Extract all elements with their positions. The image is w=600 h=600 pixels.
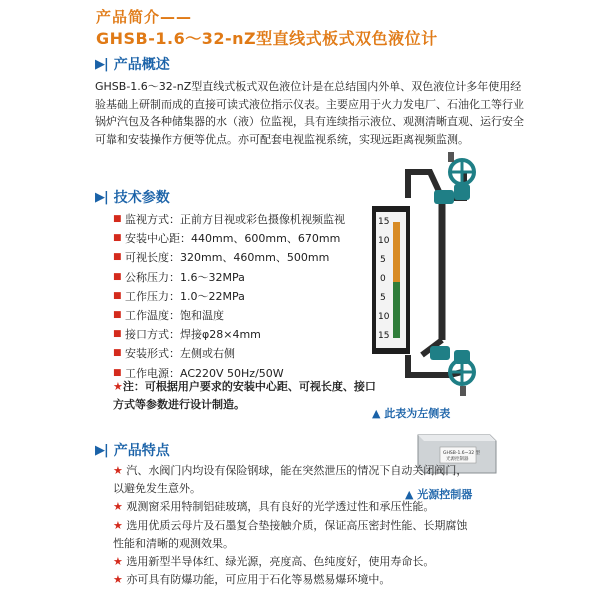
- square-bullet-icon: ■: [113, 252, 122, 263]
- specs-list: [113, 210, 345, 383]
- square-bullet-icon: ■: [113, 310, 122, 321]
- overview-text: GHSB-1.6～32-nZ型直线式板式双色液位计是在总结国内外单、双色液位计多年使用经验基础上研制而成的直接可读式液位指示仪表。主要应用于火力发电厂、石油化工等行业锅炉汽包及各种储集器的水（液）位监视，具有连续指示液位、观测清晰直观、运行安全可靠和安装操作方便等优点。亦可配套电视监视系统，实现远距离视频监测。: [95, 80, 524, 146]
- star-bullet-icon: ★: [113, 573, 127, 587]
- feature-text: 汽、水阀门内均设有保险钢球，能在突然泄压的情况下自动关闭阀门，以避免发生意外。: [113, 464, 468, 496]
- level-gauge-drawing: [360, 150, 490, 400]
- spec-key: 工作电源：: [125, 366, 180, 380]
- star-bullet-icon: ★: [113, 380, 123, 393]
- features-title: 产品特点: [113, 443, 170, 459]
- gauge-green-zone: [393, 282, 400, 338]
- square-bullet-icon: ■: [113, 233, 122, 244]
- spec-value: AC220V 50Hz/50W: [180, 366, 284, 380]
- specs-heading: [95, 187, 170, 207]
- spec-key: 安装中心距：: [125, 232, 191, 246]
- feature-item: [113, 462, 473, 498]
- square-bullet-icon: ■: [113, 367, 122, 378]
- spec-key: 工作温度：: [125, 309, 180, 323]
- feature-item: [113, 517, 473, 553]
- specs-title: 技术参数: [113, 190, 170, 206]
- scale-label: 15: [378, 217, 390, 227]
- square-bullet-icon: ■: [113, 214, 122, 224]
- spec-key: 安装形式：: [125, 347, 180, 361]
- feature-text: 选用新型半导体红、绿光源，亮度高、色纯度好，使用寿命长。: [126, 555, 435, 569]
- square-bullet-icon: ■: [113, 329, 122, 340]
- spec-value: 焊接φ28×4mm: [180, 328, 261, 342]
- overview-heading: [95, 54, 170, 74]
- specs-note: [113, 378, 383, 414]
- spec-row: [113, 248, 345, 267]
- star-bullet-icon: ★: [113, 500, 127, 514]
- specs-note-text: 注：可根据用户要求的安装中心距、可视长度、接口方式等参数进行设计制造。: [113, 380, 376, 411]
- star-bullet-icon: ★: [113, 518, 127, 532]
- spec-value: 440mm、600mm、670mm: [191, 232, 341, 246]
- spec-key: 工作压力：: [125, 289, 180, 303]
- spec-key: 公称压力：: [125, 270, 180, 284]
- star-bullet-icon: ★: [113, 555, 127, 569]
- spec-row: [113, 344, 345, 363]
- feature-text: 亦可具有防爆功能，可应用于石化等易燃易爆环境中。: [126, 573, 391, 587]
- spec-key: 接口方式：: [125, 328, 180, 342]
- square-bullet-icon: ■: [113, 348, 122, 359]
- spec-row: [113, 268, 345, 287]
- spec-value: 饱和温度: [180, 309, 224, 323]
- star-bullet-icon: ★: [113, 464, 127, 477]
- controller-label-line1: GHSB-1.6~32 型: [443, 451, 481, 456]
- spec-row: [113, 229, 345, 248]
- product-title: GHSB-1.6～32-nZ型直线式板式双色液位计: [96, 29, 438, 48]
- feature-text: 选用优质云母片及石墨复合垫接触介质，保证高压密封性能、长期腐蚀性能和清晰的观测效果。: [113, 518, 468, 550]
- spec-key: 可视长度：: [125, 251, 180, 265]
- features-list: [113, 462, 473, 589]
- overview-title: 产品概述: [113, 57, 170, 73]
- scale-label: 10: [378, 312, 390, 322]
- feature-item: [113, 498, 473, 516]
- features-heading: [95, 440, 170, 460]
- bottom-valve-icon: [430, 346, 474, 396]
- section-marker-icon: ▶|: [95, 189, 108, 205]
- top-valve-icon: [434, 152, 474, 204]
- feature-item: [113, 571, 473, 589]
- gauge-caption: ▲ 此表为左侧表: [372, 407, 451, 420]
- spec-row: [113, 210, 345, 229]
- controller-caption: ▲ 光源控制器: [405, 488, 473, 501]
- spec-value: 1.6～32MPa: [180, 270, 245, 284]
- spec-value: 1.0～22MPa: [180, 289, 245, 303]
- intro-title: 产品简介——: [96, 8, 193, 26]
- section-marker-icon: ▶|: [95, 56, 108, 72]
- feature-item: [113, 553, 473, 571]
- level-gauge-illustration: [360, 150, 490, 400]
- section-marker-icon: ▶|: [95, 442, 108, 458]
- scale-label: 5: [380, 293, 386, 303]
- spec-value: 左侧或右侧: [180, 347, 235, 361]
- controller-label-line2: 光源控制器: [446, 457, 469, 462]
- square-bullet-icon: ■: [113, 290, 122, 301]
- square-bullet-icon: ■: [113, 271, 122, 282]
- feature-text: 观测窗采用特制铝硅玻璃，具有良好的光学透过性和承压性能。: [126, 500, 435, 514]
- scale-label: 10: [378, 236, 390, 246]
- spec-row: [113, 325, 345, 344]
- gauge-red-zone: [393, 222, 400, 282]
- spec-row: [113, 306, 345, 325]
- spec-value: 正前方目视或彩色摄像机视频监视: [180, 213, 345, 226]
- scale-label: 5: [380, 255, 386, 265]
- spec-value: 320mm、460mm、500mm: [180, 251, 330, 265]
- spec-key: 监视方式：: [125, 213, 180, 226]
- scale-label: 15: [378, 331, 390, 341]
- controller-box-top: [418, 435, 496, 441]
- spec-row: [113, 287, 345, 306]
- scale-label: 0: [380, 274, 386, 284]
